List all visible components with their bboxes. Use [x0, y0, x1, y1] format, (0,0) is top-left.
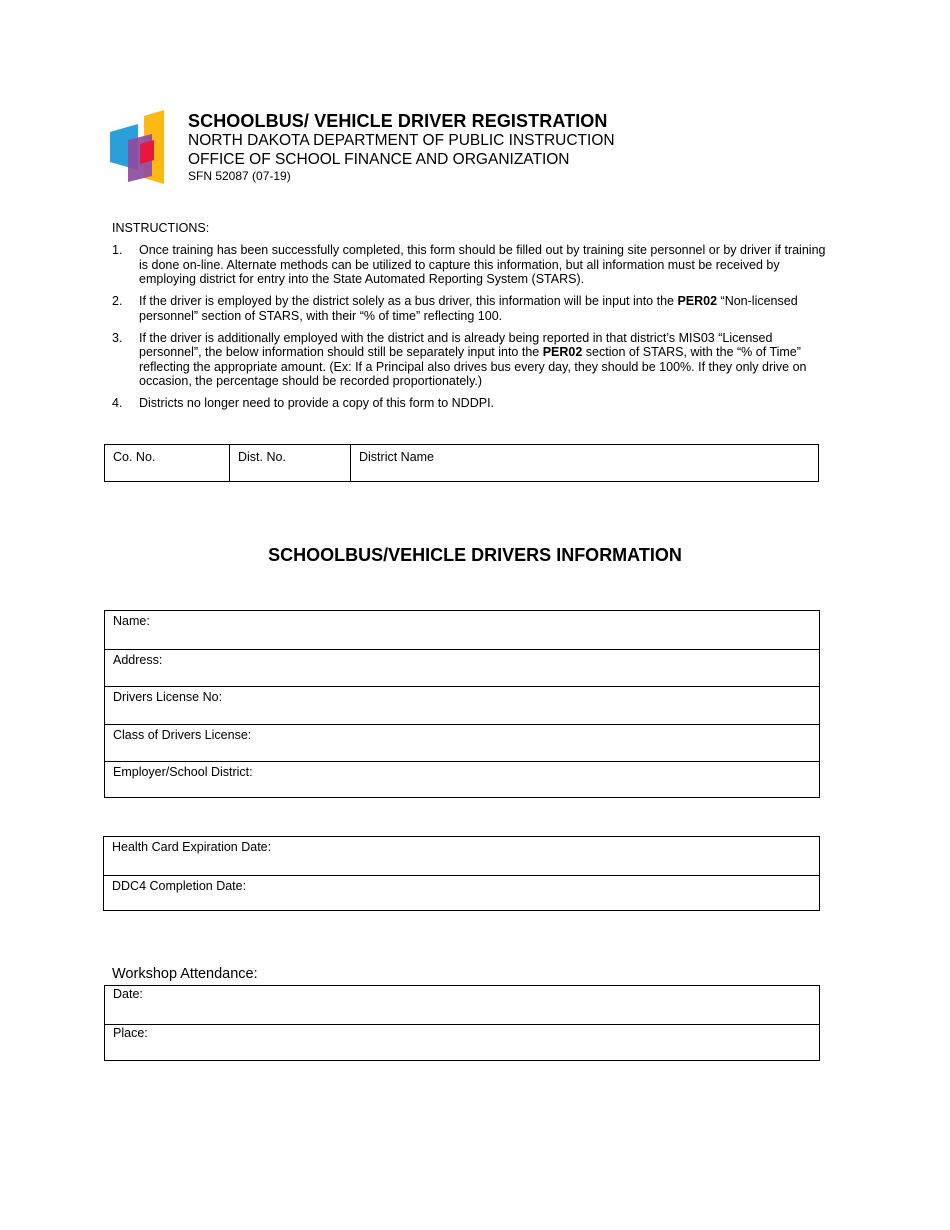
- employer-field[interactable]: Employer/School District:: [105, 761, 819, 799]
- logo-red-shape: [140, 140, 154, 164]
- instruction-item: 1. Once training has been successfully completed, this form should be filled out by training site personnel or by driver if training is done on-line. Alternate methods can be utilized to capture this information, but all information must be received by employing district for entry into the State Automated Reporting System (STARS).: [112, 243, 826, 286]
- form-title: SCHOOLBUS/ VEHICLE DRIVER REGISTRATION: [188, 111, 608, 131]
- instruction-item: 4. Districts no longer need to provide a copy of this form to NDDPI.: [112, 396, 495, 410]
- instruction-item: 2. If the driver is employed by the district solely as a bus driver, this information will be input into the PER02 “Non-licensed personnel” section of STARS, with their “% of time” reflecting 100.: [112, 294, 798, 323]
- workshop-attendance-label: Workshop Attendance:: [112, 966, 258, 982]
- department-name: NORTH DAKOTA DEPARTMENT OF PUBLIC INSTRUCTION: [188, 132, 615, 149]
- ndpi-logo: [108, 110, 166, 184]
- address-field[interactable]: Address:: [105, 649, 819, 687]
- ddc4-completion-field[interactable]: DDC4 Completion Date:: [104, 875, 819, 913]
- instruction-item: 3. If the driver is additionally employed with the district and is already being reported in that district’s MIS03 “Licensed personnel”, the below information should still be separately input into the PER02 section of STARS, with the “% of Time” reflecting the appropriate amount. (Ex: If a Principal also drives bus every day, they should be 100%. If they only drive on occasion, the percentage should be recorded proportionately.): [112, 330, 807, 388]
- district-number-field[interactable]: Dist. No.: [230, 445, 351, 482]
- health-table: [103, 836, 820, 911]
- instructions-heading: INSTRUCTIONS:: [112, 221, 210, 235]
- office-name: OFFICE OF SCHOOL FINANCE AND ORGANIZATION: [188, 150, 570, 168]
- name-field[interactable]: Name:: [113, 614, 150, 628]
- driver-info-table: [104, 610, 820, 798]
- district-table: [104, 444, 819, 482]
- district-name-field[interactable]: District Name: [351, 445, 819, 482]
- instructions-list: [112, 243, 827, 418]
- license-class-field[interactable]: Class of Drivers License:: [105, 724, 819, 762]
- header-block: [188, 111, 615, 184]
- form-number: SFN 52087 (07-19): [188, 169, 291, 183]
- workshop-date-field[interactable]: Date:: [113, 987, 143, 1001]
- license-number-field[interactable]: Drivers License No:: [105, 686, 819, 724]
- health-card-expiration-field[interactable]: Health Card Expiration Date:: [112, 840, 272, 854]
- workshop-place-field[interactable]: Place:: [105, 1024, 819, 1062]
- drivers-section-title: SCHOOLBUS/VEHICLE DRIVERS INFORMATION: [268, 545, 682, 565]
- county-number-field[interactable]: Co. No.: [105, 445, 230, 482]
- workshop-table: [104, 985, 820, 1061]
